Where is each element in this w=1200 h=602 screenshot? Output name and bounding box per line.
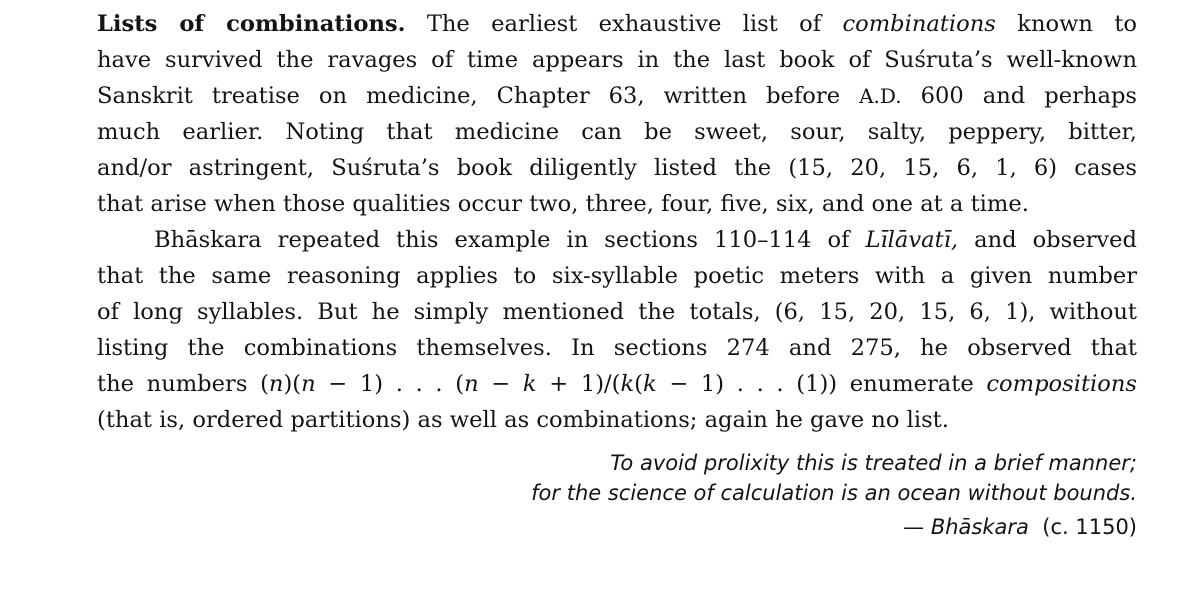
epigraph-author: Bhāskara <box>930 515 1029 539</box>
text-line: that the same reasoning applies to six-syllable poetic meters with a given number <box>97 263 1137 289</box>
formula-line: the numbers (n)(n − 1) . . . (n − k + 1)/(k(k − 1) . . . (1)) enumerate compositions <box>97 371 1138 397</box>
era-abbreviation: A.D. <box>859 84 902 108</box>
text-line: Sanskrit treatise on medicine, Chapter 63, written before A.D. 600 and perhaps <box>97 83 1138 109</box>
text-line: (that is, ordered partitions) as well as combinations; again he gave no list. <box>97 407 949 433</box>
paragraph-1 <box>97 6 1137 222</box>
epigraph-line: for the science of calculation is an ocean without bounds. <box>531 481 1137 505</box>
text-line: much earlier. Noting that medicine can be sweet, sour, salty, peppery, bitter, <box>97 119 1137 145</box>
text-line: and/or astringent, Suśruta’s book diligently listed the (15, 20, 15, 6, 1, 6) cases <box>97 155 1137 181</box>
text-line: Lists of combinations. The earliest exhaustive list of combinations known to <box>97 11 1138 37</box>
text-line: that arise when those qualities occur two, three, four, five, six, and one at a time. <box>97 191 1029 217</box>
text-line: have survived the ravages of time appears in the last book of Suśruta’s well-known <box>97 47 1137 73</box>
main-text <box>97 6 1137 438</box>
epigraph-line: To avoid prolixity this is treated in a brief manner; <box>610 451 1137 475</box>
epigraph <box>531 448 1137 543</box>
epigraph-date: (c. 1150) <box>1042 515 1137 539</box>
section-heading: Lists of combinations. <box>97 11 406 37</box>
text-line: Bhāskara repeated this example in sections 110–114 of Līlāvatī, and observed <box>154 227 1138 253</box>
paragraph-2 <box>97 222 1137 438</box>
text-line: of long syllables. But he simply mentioned the totals, (6, 15, 20, 15, 6, 1), without <box>97 299 1137 325</box>
book-title: Līlāvatī, <box>865 227 959 253</box>
epigraph-attribution: — Bhāskara (c. 1150) <box>903 515 1137 539</box>
emphasis-term: compositions <box>986 371 1138 397</box>
text-line: listing the combinations themselves. In sections 274 and 275, he observed that <box>97 335 1137 361</box>
emphasis-term: combinations <box>842 11 996 37</box>
